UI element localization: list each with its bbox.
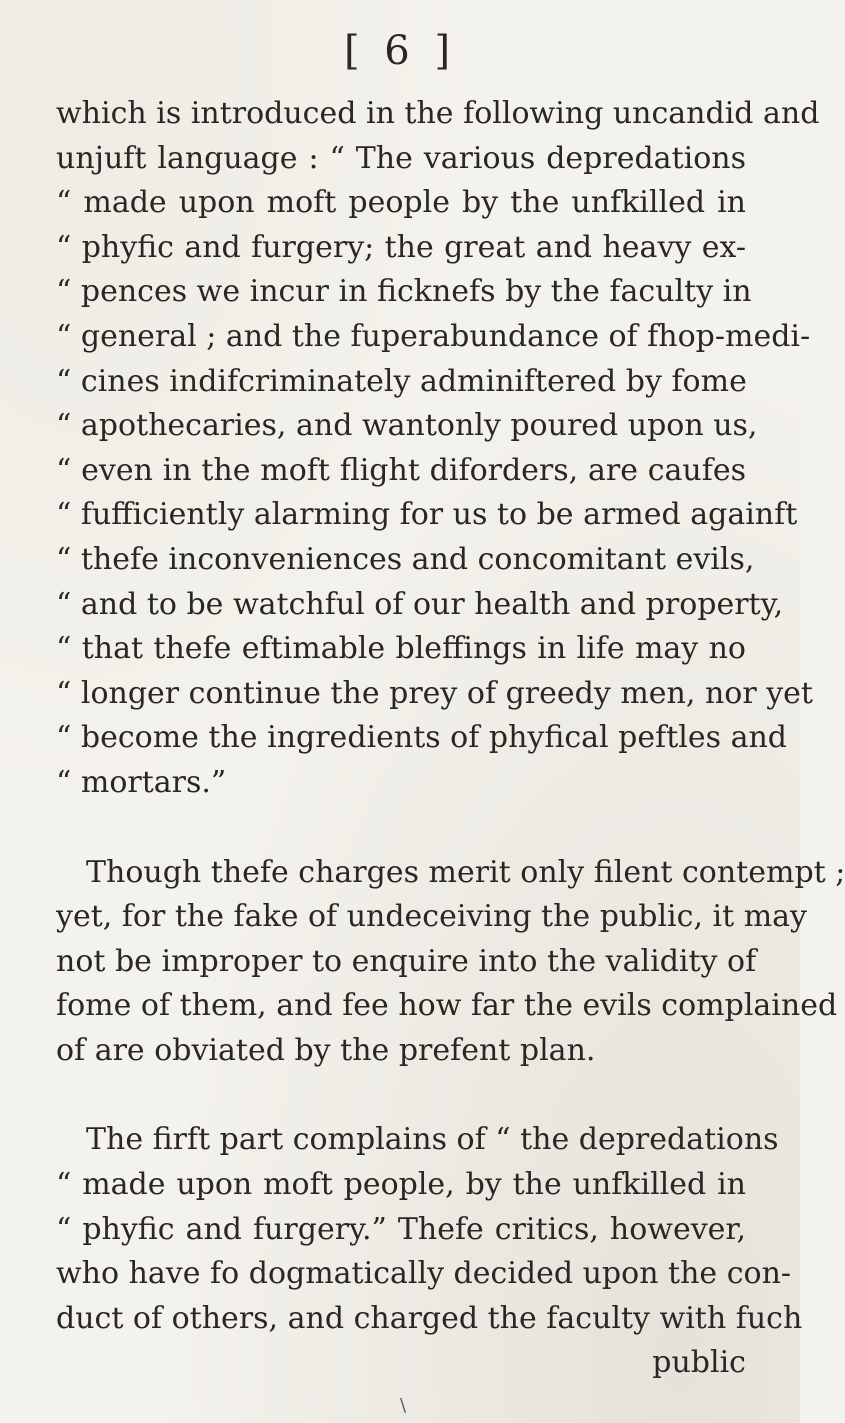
paragraph-1 — [56, 92, 820, 806]
paragraph-2 — [56, 851, 845, 1074]
text-line: “ phyfic and furgery; the great and heavy ex- — [56, 229, 746, 265]
text-line: “ become the ingredients of phyfical peftles and — [56, 720, 787, 756]
text-line: unjuft language : “ The various depredations — [56, 140, 746, 176]
text-line: which is introduced in the following uncandid and — [56, 96, 820, 131]
bottom-mark: \ — [400, 1395, 407, 1416]
text-line: “ even in the moft flight diforders, are caufes — [56, 452, 746, 488]
text-line: of are obviated by the prefent plan. — [56, 1032, 596, 1068]
paragraph-gap — [56, 806, 746, 851]
text-line: “ that thefe eftimable bleffings in life may no — [56, 631, 746, 667]
text-line: yet, for the fake of undeceiving the public, it may — [56, 899, 807, 935]
paragraph-3 — [56, 1118, 803, 1386]
page-body — [56, 92, 845, 1386]
text-line: “ pences we incur in ficknefs by the faculty in — [56, 274, 752, 310]
text-line: “ made upon moft people, by the unfkilled in — [56, 1167, 746, 1203]
text-line: “ made upon moft people by the unfkilled in — [56, 185, 746, 221]
text-line: “ general ; and the fuperabundance of fhop-medi- — [56, 318, 811, 354]
text-line: not be improper to enquire into the validity of — [56, 943, 757, 979]
text-line: “ phyfic and furgery.” Thefe critics, however, — [56, 1211, 746, 1247]
text-line: “ longer continue the prey of greedy men, nor yet — [56, 675, 813, 711]
paragraph-gap — [56, 1073, 746, 1118]
catchword: public — [652, 1345, 746, 1381]
text-line: duct of others, and charged the faculty with fuch — [56, 1300, 803, 1336]
text-line: “ mortars.” — [56, 764, 227, 800]
text-line: “ apothecaries, and wantonly poured upon us, — [56, 408, 758, 444]
text-line: who have fo dogmatically decided upon the con- — [56, 1256, 792, 1292]
text-line: “ and to be watchful of our health and property, — [56, 586, 784, 622]
text-line: Though thefe charges merit only filent contempt ; — [86, 854, 845, 890]
text-line: fome of them, and fee how far the evils complained — [56, 988, 838, 1024]
text-line: “ thefe inconveniences and concomitant evils, — [56, 541, 755, 577]
page-number: [ 6 ] — [343, 28, 457, 74]
text-line: “ cines indifcriminately adminiftered by fome — [56, 363, 747, 399]
text-line: “ fufficiently alarming for us to be armed againft — [56, 497, 798, 533]
text-line: The firft part complains of “ the depredations — [86, 1122, 779, 1158]
